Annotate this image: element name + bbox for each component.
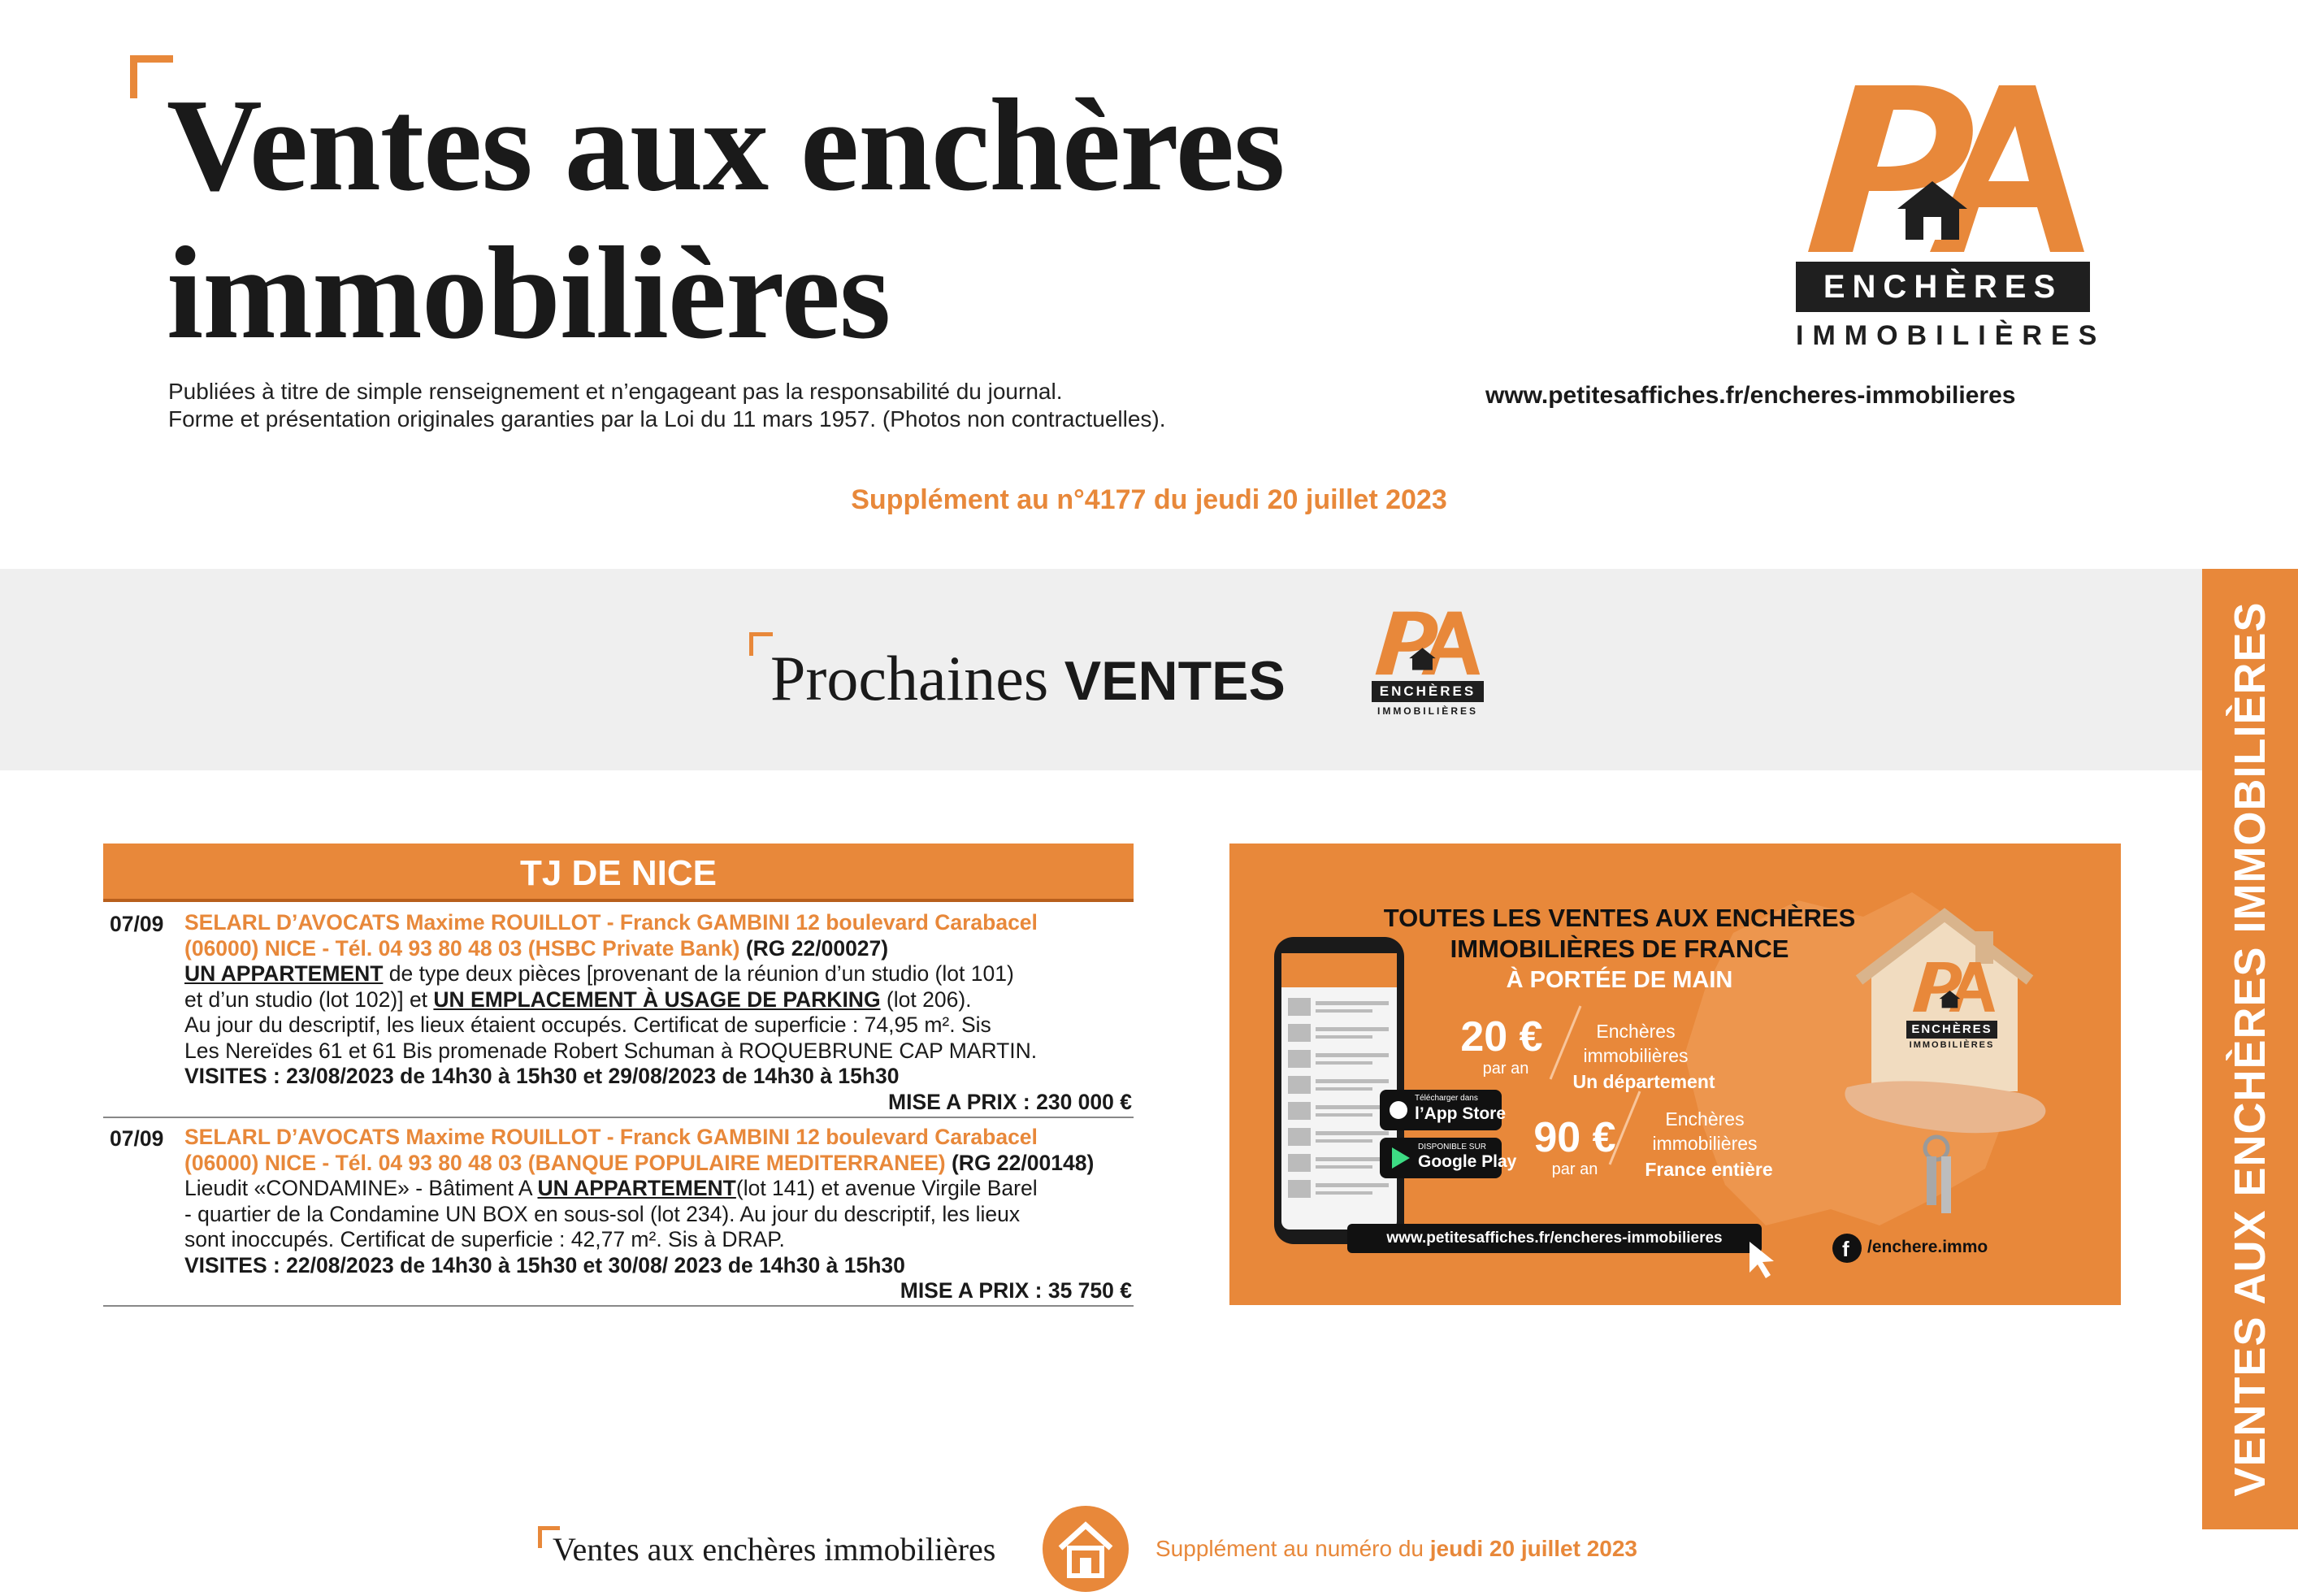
supplement-notice: Supplément au n°4177 du jeudi 20 juillet 2023	[851, 484, 1447, 515]
footer-supplement-date: jeudi 20 juillet 2023	[1429, 1536, 1638, 1561]
lot-body: SELARL D’AVOCATS Maxime ROUILLOT - Franck GAMBINI 12 boulevard Carabacel (06000) NICE - Tél. 04 93 80 48 03 (HSBC Private Bank) (RG 22/00027) UN APPARTEMENT de type deux pièces [provenant de la réunion d’un studio (lot 101) et d’un studio (lot 102)] et UN EMPLACEMENT À USAGE DE PARKING (lot 206). Au jour du descriptif, les lieux étaient occupés. Certificat de superficie : 74,95 m². Sis Les Nereïdes 61 et 61 Bis promenade Robert Schuman à ROQUEBRUNE CAP MARTIN. VISITES : 23/08/2023 de 14h30 à 15h30 et 29/08/2023 de 14h30 à 15h30 MISE A PRIX : 230 000 €	[184, 910, 1132, 1114]
disclaimer-line2: Forme et présentation originales garanties par la Loi du 11 mars 1957. (Photos non contractuelles).	[168, 406, 1166, 432]
appstore-badge[interactable]: l’App Store	[1415, 1104, 1507, 1123]
appstore-badge-small[interactable]: Télécharger dans	[1415, 1094, 1478, 1103]
court-header-rule	[103, 899, 1134, 902]
band-bracket	[749, 632, 773, 656]
lot-body: SELARL D’AVOCATS Maxime ROUILLOT - Franck GAMBINI 12 boulevard Carabacel (06000) NICE - Tél. 04 93 80 48 03 (BANQUE POPULAIRE MEDITERRANEE) (RG 22/00148) Lieudit «CONDAMINE» - Bâtiment A UN APPARTEMENT(lot 141) et avenue Virgile Barel - quartier de la Condamine UN BOX en sous-sol (lot 234). Au jour du descriptif, les lieux sont inoccupés. Certificat de superficie : 42,77 m². Sis à DRAP. VISITES : 22/08/2023 de 14h30 à 15h30 et 30/08/ 2023 de 14h30 à 15h30 MISE A PRIX : 35 750 €	[184, 1125, 1132, 1303]
page-title-line1: Ventes aux enchères	[167, 72, 1285, 219]
lot-visits: VISITES : 23/08/2023 de 14h30 à 15h30 et 29/08/2023 de 14h30 à 15h30	[184, 1064, 900, 1088]
offer-department-period: par an	[1482, 1060, 1529, 1078]
house-icon	[1043, 1506, 1129, 1592]
lot-price: MISE A PRIX : 230 000 €	[888, 1089, 1132, 1114]
promo-logo-subtitle: IMMOBILIÈRES	[1909, 1040, 1995, 1050]
facebook-icon[interactable]: f	[1842, 1237, 1849, 1261]
page-title	[167, 72, 1285, 367]
logo-subtitle: IMMOBILIÈRES	[1796, 320, 2106, 351]
promo-url-link[interactable]: www.petitesaffiches.fr/encheres-immobilieres	[1386, 1230, 1723, 1247]
lot-lawyer: SELARL D’AVOCATS Maxime ROUILLOT - Franck GAMBINI 12 boulevard Carabacel	[184, 1125, 1038, 1149]
upcoming-sales-title	[770, 642, 1286, 718]
disclaimer	[168, 378, 1166, 433]
lot-item-2: UN EMPLACEMENT À USAGE DE PARKING	[433, 987, 881, 1012]
lot-lawyer-2: (06000) NICE - Tél. 04 93 80 48 03 (BANQUE POPULAIRE MEDITERRANEE)	[184, 1150, 946, 1175]
list-item	[103, 910, 1134, 1115]
lot-separator	[103, 1305, 1134, 1307]
lot-date: 07/09	[110, 912, 164, 936]
upcoming-sales-title-bold: VENTES	[1064, 650, 1286, 712]
facebook-link[interactable]: /enchere.immo	[1867, 1238, 1988, 1256]
lot-item: UN APPARTEMENT	[184, 961, 384, 986]
googleplay-badge[interactable]: Google Play	[1418, 1152, 1517, 1171]
lot-item: UN APPARTEMENT	[537, 1176, 736, 1200]
disclaimer-line1: Publiées à titre de simple renseignement et n’engageant pas la responsabilité du journal.	[168, 379, 1063, 404]
offer-france-desc-3: France entière	[1645, 1159, 1773, 1180]
promo-headline-1: TOUTES LES VENTES AUX ENCHÈRES	[1383, 904, 1856, 932]
court-header: TJ DE NICE	[103, 844, 1134, 902]
lot-separator	[103, 1117, 1134, 1118]
band-logo-word: ENCHÈRES	[1372, 681, 1484, 702]
pa-logo-small-icon	[1369, 605, 1483, 719]
lot-visits: VISITES : 22/08/2023 de 14h30 à 15h30 et 30/08/ 2023 de 14h30 à 15h30	[184, 1252, 905, 1277]
lot-date: 07/09	[110, 1126, 164, 1151]
promo-banner[interactable]	[1229, 844, 2121, 1305]
lot-lawyer-2: (06000) NICE - Tél. 04 93 80 48 03 (HSBC Private Bank)	[184, 935, 740, 961]
logo-word: ENCHÈRES	[1796, 262, 2090, 312]
site-url-link[interactable]: www.petitesaffiches.fr/encheres-immobilieres	[1485, 382, 2016, 409]
lot-ref: (RG 22/00148)	[951, 1150, 1095, 1175]
promo-headline-3: À PORTÉE DE MAIN	[1506, 967, 1733, 993]
offer-department-desc-2: immobilières	[1583, 1045, 1689, 1066]
offer-department-desc-3: Un département	[1572, 1071, 1715, 1092]
list-item	[103, 1125, 1134, 1303]
upcoming-sales-title-serif: Prochaines	[770, 643, 1049, 713]
lot-ref: (RG 22/00027)	[745, 935, 889, 961]
offer-france-desc-2: immobilières	[1652, 1133, 1758, 1154]
promo-logo-word: ENCHÈRES	[1906, 1021, 1997, 1039]
offer-department-desc-1: Enchères	[1596, 1021, 1676, 1042]
page-title-line2: immobilières	[167, 220, 891, 366]
offer-france-price: 90 €	[1533, 1114, 1616, 1161]
pa-logo-icon	[1792, 77, 2106, 362]
footer-title: Ventes aux enchères immobilières	[553, 1531, 996, 1568]
footer-supplement: Supplément au numéro du jeudi 20 juillet 2023	[1156, 1536, 1638, 1561]
offer-france-desc-1: Enchères	[1665, 1108, 1745, 1130]
side-band-label: VENTES AUX ENCHÈRES IMMOBILIÈRES	[2226, 601, 2274, 1497]
lot-price: MISE A PRIX : 35 750 €	[900, 1278, 1132, 1303]
promo-headline-2: IMMOBILIÈRES DE FRANCE	[1450, 935, 1789, 963]
lot-lawyer: SELARL D’AVOCATS Maxime ROUILLOT - Franck GAMBINI 12 boulevard Carabacel	[184, 910, 1038, 935]
googleplay-badge-small[interactable]: DISPONIBLE SUR	[1418, 1143, 1486, 1151]
offer-france-period: par an	[1551, 1160, 1598, 1178]
offer-department-price: 20 €	[1460, 1013, 1543, 1060]
band-logo-subtitle: IMMOBILIÈRES	[1377, 705, 1478, 717]
